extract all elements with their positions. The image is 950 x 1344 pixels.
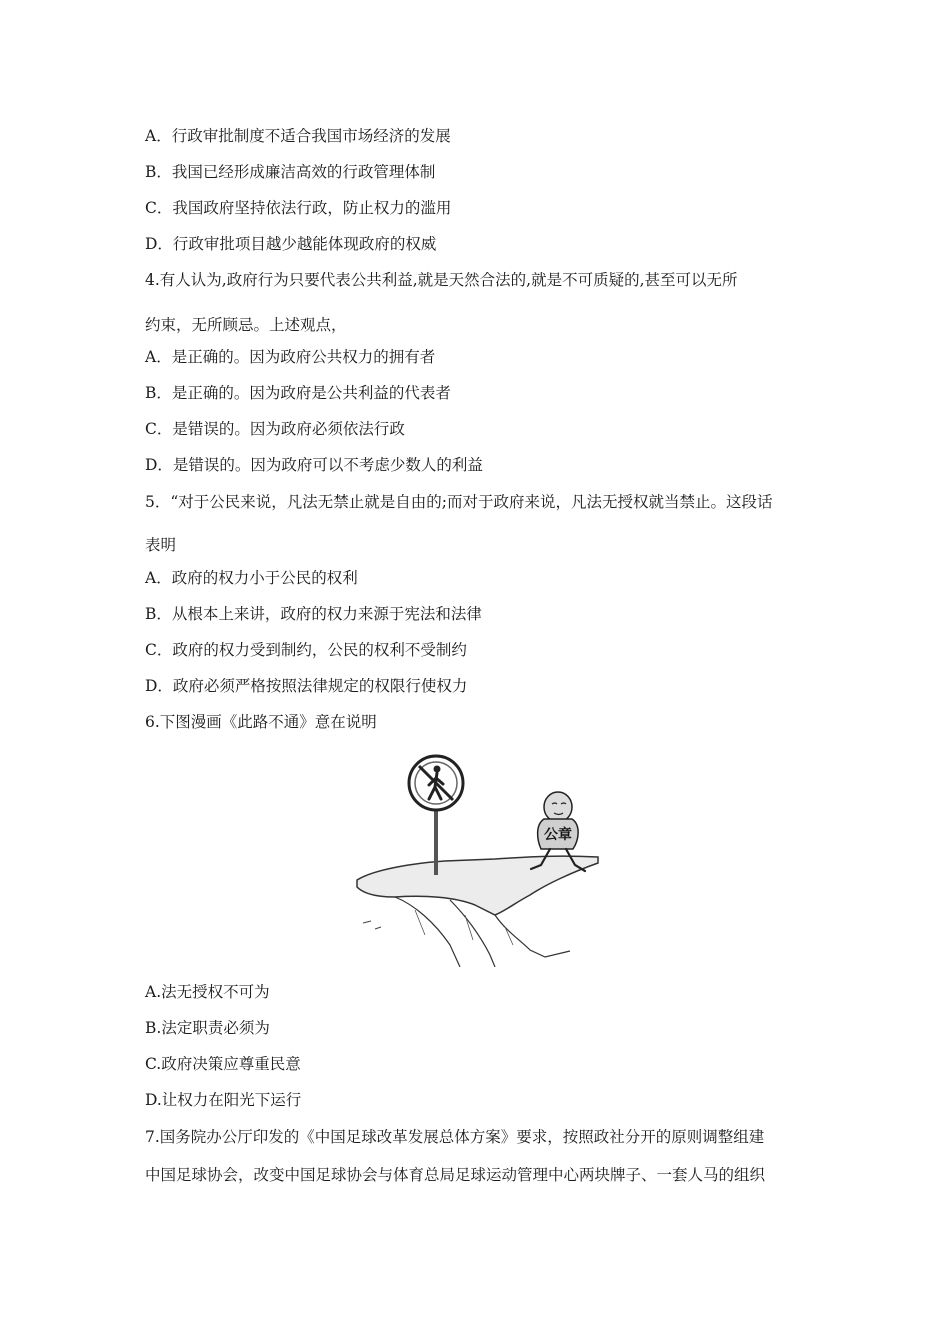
cliff-ledge <box>357 856 598 915</box>
q5-option-a: A．政府的权力小于公民的权利 <box>145 569 358 587</box>
q6-option-b: B.法定职责必须为 <box>145 1019 270 1037</box>
q5-stem-line2: 表明 <box>145 536 177 554</box>
q5-option-d: D．政府必须严格按照法律规定的权限行使权力 <box>145 677 468 695</box>
sign-pole <box>434 803 438 875</box>
q6-option-d: D.让权力在阳光下运行 <box>145 1091 302 1109</box>
cartoon-drawing <box>355 745 600 967</box>
q3-option-d: D．行政审批项目越少越能体现政府的权威 <box>145 235 437 253</box>
q4-stem-line2: 约束，无所顾忌。上述观点， <box>145 316 347 334</box>
character-head <box>544 792 572 822</box>
q5-option-c: C．政府的权力受到制约，公民的权利不受制约 <box>145 641 467 659</box>
q6-option-c: C.政府决策应尊重民意 <box>145 1055 301 1073</box>
cliff-edge <box>495 915 570 957</box>
q3-option-b: B．我国已经形成廉洁高效的行政管理体制 <box>145 163 436 181</box>
cliff-crack <box>395 897 460 967</box>
stamp-label: 公章 <box>544 826 572 842</box>
cartoon-no-passage <box>355 745 600 967</box>
q7-stem-line2: 中国足球协会，改变中国足球协会与体育总局足球运动管理中心两块牌子、一套人马的组织 <box>145 1166 766 1184</box>
q6-stem: 6.下图漫画《此路不通》意在说明 <box>145 713 377 731</box>
q3-option-a: A．行政审批制度不适合我国市场经济的发展 <box>145 127 451 145</box>
q4-option-a: A．是正确的。因为政府公共权力的拥有者 <box>145 348 436 366</box>
q4-stem-line1: 4.有人认为,政府行为只要代表公共利益,就是天然合法的,就是不可质疑的,甚至可以无所 <box>145 271 738 289</box>
q3-option-c: C．我国政府坚持依法行政，防止权力的滥用 <box>145 199 452 217</box>
pedestrian-head-icon <box>434 766 441 773</box>
q5-stem-line1: 5．“对于公民来说，凡法无禁止就是自由的;而对于政府来说，凡法无授权就当禁止。这段话 <box>145 493 773 511</box>
q7-stem-line1: 7.国务院办公厅印发的《中国足球改革发展总体方案》要求，按照政社分开的原则调整组建 <box>145 1128 765 1146</box>
q4-option-c: C．是错误的。因为政府必须依法行政 <box>145 420 405 438</box>
q4-option-b: B．是正确的。因为政府是公共利益的代表者 <box>145 384 451 402</box>
q6-option-a: A.法无授权不可为 <box>145 983 270 1001</box>
falling-rocks <box>363 921 381 929</box>
q5-option-b: B．从根本上来讲，政府的权力来源于宪法和法律 <box>145 605 482 623</box>
q4-option-d: D．是错误的。因为政府可以不考虑少数人的利益 <box>145 456 483 474</box>
